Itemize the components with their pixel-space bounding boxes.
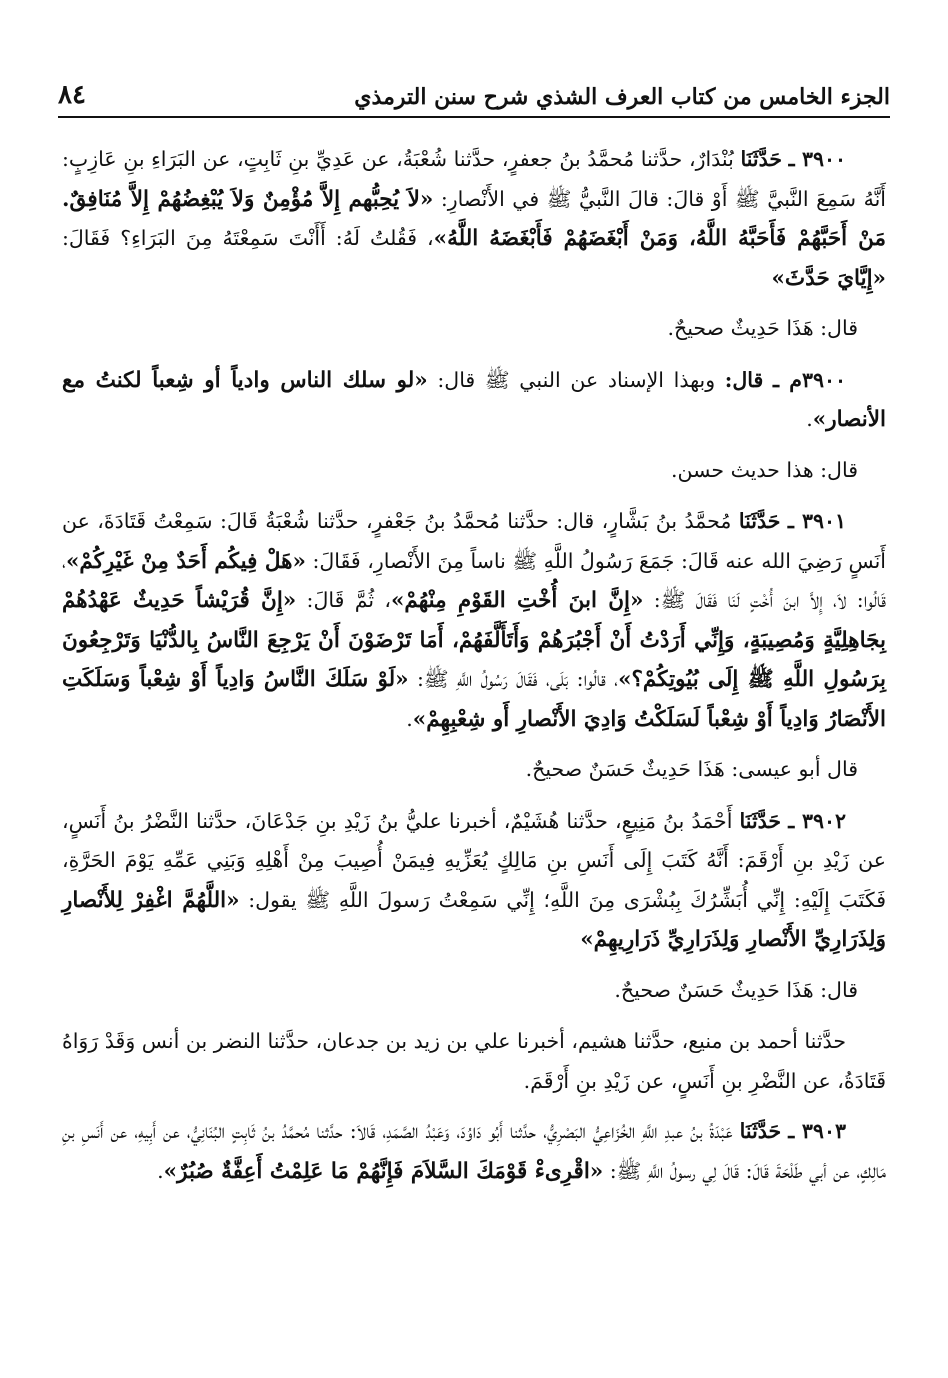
hadith-text: بُنْدَارٌ، حدَّثنا مُحمَّدُ بنُ جعفرٍ، حدَّثنا شُعْبَةُ، عن عَدِيِّ بنِ ثَابِتٍ، عن البَرَاءِ بنِ عَازِبٍ: أَنَّهُ سَمِعَ النَّبيَّ ﷺ أَوْ قالَ: قالَ النَّبيُّ ﷺ في الأَنْصارِ:: [62, 147, 886, 211]
grading-note: قال: هذا حديث حسن.: [670, 457, 858, 482]
hadith-quote: «لَوْ سَلَكَ النَّاسُ وَادِياً أَوْ شِعْباً وَسَلَكَتِ الأَنْصَارُ وَادِياً أَوْ شِعْباً لَسَلَكْتُ وَادِيَ الأَنْصارِ أَو شِعْبِهِمْ»: [62, 667, 886, 732]
isnad-paragraph: حدَّثنا أحمد بن منيع، حدَّثنا هشيم، أخبرنا علي بن زيد بن جدعان، حدَّثنا النضر بن أنس وَقَدْ رَوَاهُ قَتَادَةُ، عن النَّضْرِ بنِ أَنَسٍ، عن زَيْدِ بنِ أَرْقَمَ.: [62, 1029, 886, 1093]
page-header: [58, 78, 890, 118]
hadith-3900: [62, 140, 886, 298]
hadith-3901: [62, 502, 886, 739]
hadith-quote: «اقْرِىءْ قَوْمَكَ السَّلاَمَ فَإِنَّهُمْ مَا عَلِمْتُ أَعِفَّةٌ صُبُرٌ»: [163, 1158, 604, 1184]
hadith-number: ٣٩٠٠ ـ: [788, 147, 846, 171]
hadith-number: ٣٩٠٢ ـ: [788, 808, 846, 833]
haddathana-word: حَدَّثَنَا: [738, 509, 781, 533]
hadith-quote: «إِنَّ قُرَيْشاً حَدِيثٌ عَهْدُهُمْ بِجَاهِلِيَّةٍ وَمُصِيبَةٍ، وَإِنِّي أَرَدْتُ أَنْ أَجْبُرَهُمْ وَأَتَأَلَّفَهُمْ، أَمَا تَرْضَوْنَ أَنْ يَرْجِعَ النَّاسُ بِالدُّنْيَا وَتَرْجِعُونَ بِرَسُولِ اللَّهِ ﷺ إِلَى بُيُوتِكُمْ؟»: [62, 588, 886, 692]
running-title: الجزء الخامس من كتاب العرف الشذي شرح سنن الترمذي: [354, 84, 890, 110]
hadith-text: عَبْدَةُ بنُ عبدِ اللَّهِ الخُزَاعِيُّ البَصْرِيُّ، حدَّثنا أَبُو دَاوُدَ، وَعَبْدُ الصَّمَدِ، قَالاَ: حدَّثنا مُحمَّدُ بنُ ثَابِتٍ البُنَانِيُّ، عن أَبِيهِ، عن أَنَسِ بنِ مَالِكٍ، عن أبي طَلْحَةَ قَالَ: قَالَ لِي رسولُ اللَّهِ ﷺ:: [62, 1119, 886, 1183]
hadith-number: ٣٩٠١ ـ: [787, 509, 846, 533]
qala-word: قال:: [724, 367, 764, 392]
haddathana-word: حَدَّثَنَا: [740, 147, 783, 171]
hadith-text: ، قالُوا: بَلَى، فَقَالَ رَسُولُ اللَّهِ ﷺ:: [408, 667, 619, 691]
haddathana-word: حَدَّثَنَا: [739, 1119, 782, 1143]
hadith-3902: [62, 802, 886, 960]
page-number: ٨٤: [58, 80, 86, 110]
hadith-3903: [62, 1112, 886, 1191]
hadith-quote: «لو سلك الناس وادياً أو شِعباً لكنتُ مع الأنصار»: [62, 367, 886, 432]
hadith-text: ، فَقُلتُ لَهُ: أَأَنْتَ سَمِعْتَهُ مِنَ البَرَاءِ؟ فَقَالَ:: [62, 226, 434, 250]
hadith-text: .: [157, 1158, 164, 1183]
hadith-quote: «إِيَّايَ حَدَّثَ»: [771, 265, 886, 291]
hadith-quote: «إِنَّ ابنَ أُخْتِ القَوْمِ مِنْهُمْ»: [390, 588, 644, 613]
hadith-number: ٣٩٠٠م ـ: [772, 367, 846, 392]
hadith-text: أَحْمَدُ بنُ مَنِيعٍ، حدَّثنا هُشَيْمٌ، أخبرنا عليُّ بنُ زَيْدِ بنِ جَدْعَانَ، حدَّثنا النَّضْرُ بنُ أَنَسٍ، عن زَيْدِ بنِ أَرْقَمَ: أَنَّهُ كَتَبَ إِلَى أَنَسِ بنِ مَالِكٍ يُعَزِّيهِ فِيمَنْ أُصِيبَ مِنْ أَهْلِهِ وَبَنِي عَمِّهِ يَوْمَ الحَرَّةِ، فَكَتَبَ إِلَيْهِ: إِنِّي أُبَشِّرُكَ بِبُشْرَى مِنَ اللَّهِ؛ إِنِّي سَمِعْتُ رَسولَ اللَّهِ ﷺ يقول:: [62, 808, 886, 912]
hadith-quote: «لاَ يُحِبُّهم إِلاَّ مُؤْمِنٌ وَلاَ يُبْغِضُهُمْ إِلاَّ مُنَافِقٌ. مَنْ أَحَبَّهُمْ فَأَحَبَّهُ اللَّهُ، وَمَنْ أَبْغَضَهُمْ فَأَبْغَضَهُ اللَّهُ»: [62, 186, 886, 251]
hadith-quote: «اللَّهُمَّ اغْفِرْ لِلأَنْصارِ وَلِذَرَارِيِّ الأَنْصارِ وَلِذَرَارِيِّ ذَرَارِيهِمْ»: [62, 887, 886, 952]
grading-note: قال أبو عيسى: هَذَا حَدِيثٌ حَسَنٌ صحيحٌ.: [525, 757, 858, 781]
hadith-number: ٣٩٠٣ ـ: [788, 1119, 846, 1143]
page-content: [62, 140, 886, 1348]
hadith-text: ، قَالُوا: لاَ، إِلاَّ ابنَ أُخْتٍ لَنَا فَقَالَ ﷺ:: [62, 548, 886, 612]
haddathana-word: حَدَّثَنَا: [739, 808, 782, 833]
grading-note: قال: هَذَا حَدِيثٌ صحيحٌ.: [667, 316, 858, 340]
grading-note: قال: هَذَا حَدِيثٌ حَسَنٌ صحيحٌ.: [614, 977, 858, 1002]
hadith-text: .: [806, 407, 813, 431]
hadith-text: .: [406, 706, 413, 731]
hadith-quote: «هَلْ فِيكُم أَحَدٌ مِنْ غَيْرِكُمْ»: [65, 548, 306, 574]
hadith-text: وبهذا الإسناد عن النبي ﷺ قال:: [427, 367, 725, 392]
hadith-3900m: [62, 361, 886, 440]
hadith-text: ، ثُمَّ قَالَ:: [296, 588, 391, 612]
hadith-text: مُحمَّدُ بنُ بَشَّارٍ، قال: حدَّثنا مُحمَّدُ بنُ جَعْفرٍ، حدَّثنا شُعْبَةُ قَالَ: سَمِعْتُ قَتَادَةَ، عن أَنَسٍ رَضِيَ الله عنه قَالَ: جَمَعَ رَسُولُ اللَّهِ ﷺ ناساً مِنَ الأَنْصارِ، فَقَالَ:: [62, 509, 886, 573]
